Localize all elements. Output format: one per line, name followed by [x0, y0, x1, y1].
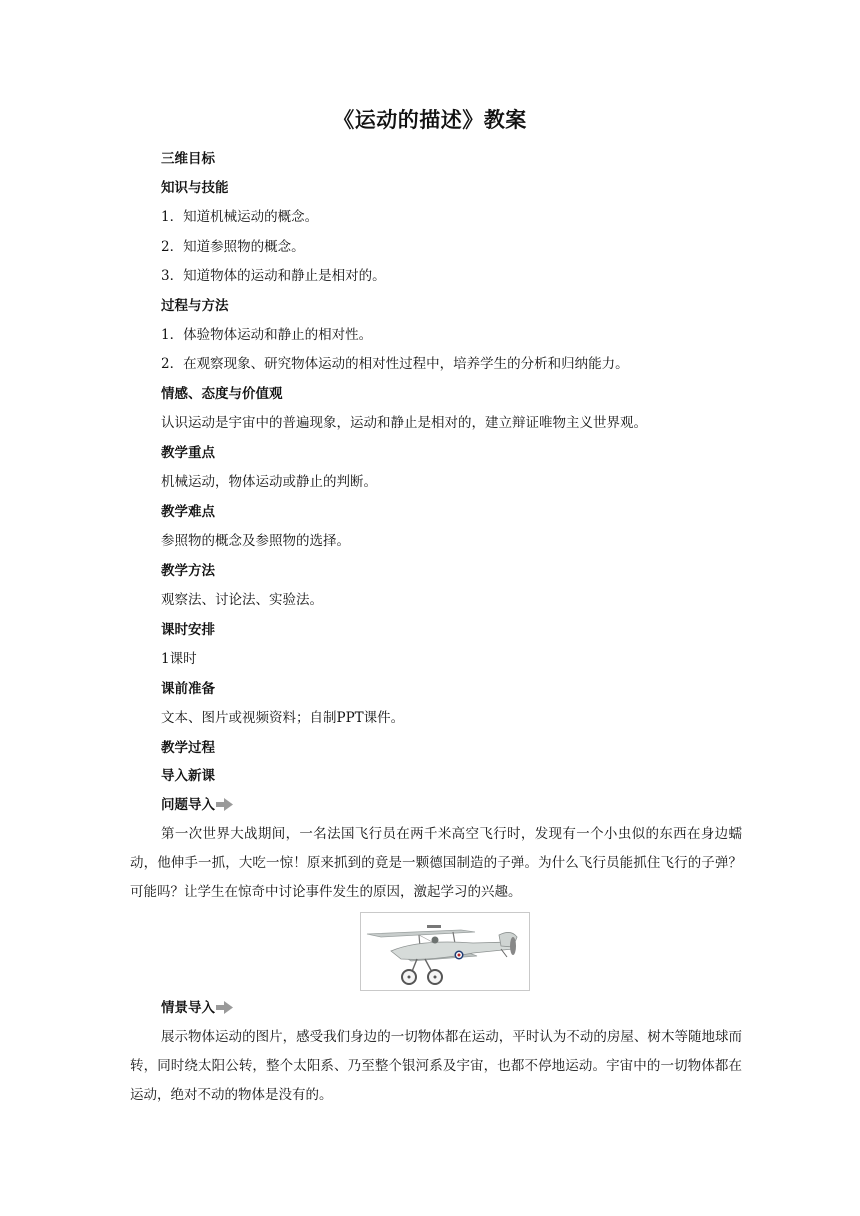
key-point-text: 机械运动，物体运动或静止的判断。 [161, 474, 377, 490]
scene-intro-paragraph [130, 1023, 742, 1110]
arrow-right-icon [216, 798, 234, 816]
heading-method: 教学方法 [161, 563, 215, 579]
heading-process: 过程与方法 [161, 298, 229, 314]
heading-preparation: 课前准备 [161, 681, 215, 697]
heading-goals: 三维目标 [161, 151, 215, 167]
preparation-text: 文本、图片或视频资料；自制PPT课件。 [161, 710, 405, 726]
knowledge-item-3: 3．知道物体的运动和静止是相对的。 [161, 268, 386, 284]
heading-schedule: 课时安排 [161, 622, 215, 638]
difficulty-text: 参照物的概念及参照物的选择。 [161, 533, 350, 549]
arrow-right-icon [216, 1001, 234, 1019]
heading-key-point: 教学重点 [161, 445, 215, 461]
emotion-text: 认识运动是宇宙中的普遍现象，运动和静止是相对的，建立辩证唯物主义世界观。 [161, 415, 647, 431]
question-intro-label: 问题导入 [161, 797, 215, 813]
heading-emotion: 情感、态度与价值观 [161, 386, 283, 402]
heading-knowledge: 知识与技能 [161, 180, 229, 196]
process-item-2: 2．在观察现象、研究物体运动的相对性过程中，培养学生的分析和归纳能力。 [161, 356, 629, 372]
scene-intro-text: 展示物体运动的图片，感受我们身边的一切物体都在运动，平时认为不动的房屋、树木等随地球而转，同时绕太阳公转，整个太阳系、乃至整个银河系及宇宙，也都不停地运动。宇宙中的一切物体都在运动，绝对不动的物体是没有的。 [130, 1029, 742, 1103]
question-intro-text: 第一次世界大战期间，一名法国飞行员在两千米高空飞行时，发现有一个小虫似的东西在身边蠕动，他伸手一抓，大吃一惊！原来抓到的竟是一颗德国制造的子弹。为什么飞行员能抓住飞行的子弹？可能吗？让学生在惊奇中讨论事件发生的原因，激起学习的兴趣。 [130, 826, 742, 900]
heading-difficulty: 教学难点 [161, 504, 215, 520]
heading-scene-intro [161, 999, 234, 1019]
process-item-1: 1．体验物体运动和静止的相对性。 [161, 327, 373, 343]
knowledge-item-1: 1．知道机械运动的概念。 [161, 209, 319, 225]
biplane-illustration [360, 912, 530, 991]
heading-question-intro [161, 796, 234, 816]
schedule-text: 1课时 [161, 651, 197, 667]
knowledge-item-2: 2．知道参照物的概念。 [161, 239, 305, 255]
heading-intro: 导入新课 [161, 768, 215, 784]
scene-intro-label: 情景导入 [161, 1000, 215, 1016]
method-text: 观察法、讨论法、实验法。 [161, 592, 323, 608]
heading-procedure: 教学过程 [161, 740, 215, 756]
question-intro-paragraph [130, 820, 742, 907]
document-title: 《运动的描述》教案 [333, 108, 527, 132]
